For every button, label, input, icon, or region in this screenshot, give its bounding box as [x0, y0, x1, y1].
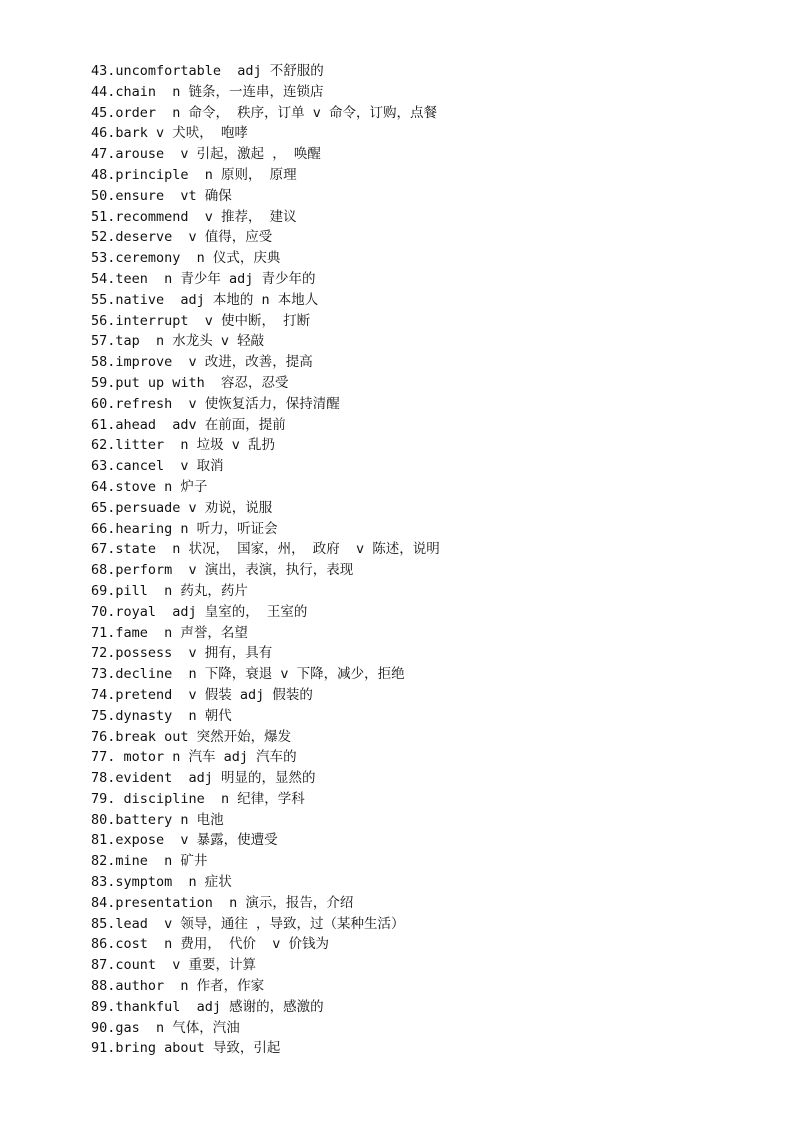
vocab-entry: 83.symptom n 症状 — [91, 874, 232, 891]
vocab-entry: 45.order n 命令， 秩序，订单 v 命令，订购，点餐 — [91, 104, 438, 121]
vocab-entry: 89.thankful adj 感谢的，感激的 — [91, 998, 324, 1015]
vocab-entry: 87.count v 重要，计算 — [91, 957, 257, 974]
vocab-entry: 88.author n 作者，作家 — [91, 978, 265, 995]
vocabulary-list — [91, 61, 440, 1059]
vocab-entry: 61.ahead adv 在前面，提前 — [91, 416, 286, 433]
vocab-entry: 91.bring about 导致，引起 — [91, 1040, 281, 1057]
vocab-entry: 71.fame n 声誉，名望 — [91, 624, 248, 641]
vocab-entry: 62.litter n 垃圾 v 乱扔 — [91, 437, 276, 454]
vocab-entry: 84.presentation n 演示，报告，介绍 — [91, 894, 354, 911]
vocab-entry: 78.evident adj 明显的，显然的 — [91, 770, 316, 787]
vocab-entry: 53.ceremony n 仪式，庆典 — [91, 250, 281, 267]
vocab-entry: 43.uncomfortable adj 不舒服的 — [91, 63, 324, 79]
vocab-entry: 80.battery n 电池 — [91, 811, 224, 828]
vocab-entry: 64.stove n 炉子 — [91, 478, 208, 495]
vocab-entry: 86.cost n 费用， 代价 v 价钱为 — [91, 936, 330, 953]
vocab-entry: 85.lead v 领导，通往 ，导致，过（某种生活） — [91, 915, 405, 932]
vocab-entry: 67.state n 状况， 国家，州， 政府 v 陈述，说明 — [91, 541, 440, 558]
vocab-entry: 59.put up with 容忍，忍受 — [91, 374, 289, 391]
vocab-entry: 54.teen n 青少年 adj 青少年的 — [91, 270, 316, 287]
vocab-entry: 44.chain n 链条，一连串，连锁店 — [91, 83, 324, 100]
vocab-entry: 50.ensure vt 确保 — [91, 187, 232, 204]
vocab-entry: 46.bark v 犬吠， 咆哮 — [91, 125, 248, 142]
vocab-entry: 65.persuade v 劝说，说服 — [91, 499, 273, 516]
vocab-entry: 75.dynasty n 朝代 — [91, 707, 232, 724]
vocab-entry: 79. discipline n 纪律，学科 — [91, 790, 305, 807]
vocab-entry: 76.break out 突然开始，爆发 — [91, 728, 292, 745]
vocab-entry: 90.gas n 气体，汽油 — [91, 1019, 240, 1036]
vocab-entry: 51.recommend v 推荐， 建议 — [91, 208, 297, 225]
vocab-entry: 68.perform v 演出，表演，执行，表现 — [91, 562, 354, 579]
vocab-entry: 52.deserve v 值得，应受 — [91, 229, 273, 246]
vocab-entry: 77. motor n 汽车 adj 汽车的 — [91, 749, 297, 766]
vocab-entry: 74.pretend v 假装 adj 假装的 — [91, 686, 313, 703]
vocab-entry: 73.decline n 下降，衰退 v 下降，减少，拒绝 — [91, 666, 405, 683]
vocab-entry: 60.refresh v 使恢复活力，保持清醒 — [91, 395, 340, 412]
vocab-entry: 57.tap n 水龙头 v 轻敲 — [91, 333, 265, 350]
vocab-entry: 81.expose v 暴露，使遭受 — [91, 832, 278, 849]
vocab-entry: 55.native adj 本地的 n 本地人 — [91, 291, 319, 308]
vocab-entry: 69.pill n 药丸，药片 — [91, 582, 248, 599]
vocab-entry: 58.improve v 改进，改善，提高 — [91, 354, 313, 371]
vocab-entry: 47.arouse v 引起，激起 ， 唤醒 — [91, 146, 321, 163]
vocab-entry: 72.possess v 拥有，具有 — [91, 645, 273, 662]
vocab-entry: 56.interrupt v 使中断， 打断 — [91, 312, 311, 329]
vocab-entry: 70.royal adj 皇室的， 王室的 — [91, 603, 308, 620]
vocab-entry: 82.mine n 矿井 — [91, 853, 208, 870]
vocab-entry: 63.cancel v 取消 — [91, 458, 224, 475]
vocab-entry: 66.hearing n 听力，听证会 — [91, 520, 278, 537]
vocab-entry: 48.principle n 原则， 原理 — [91, 166, 297, 183]
